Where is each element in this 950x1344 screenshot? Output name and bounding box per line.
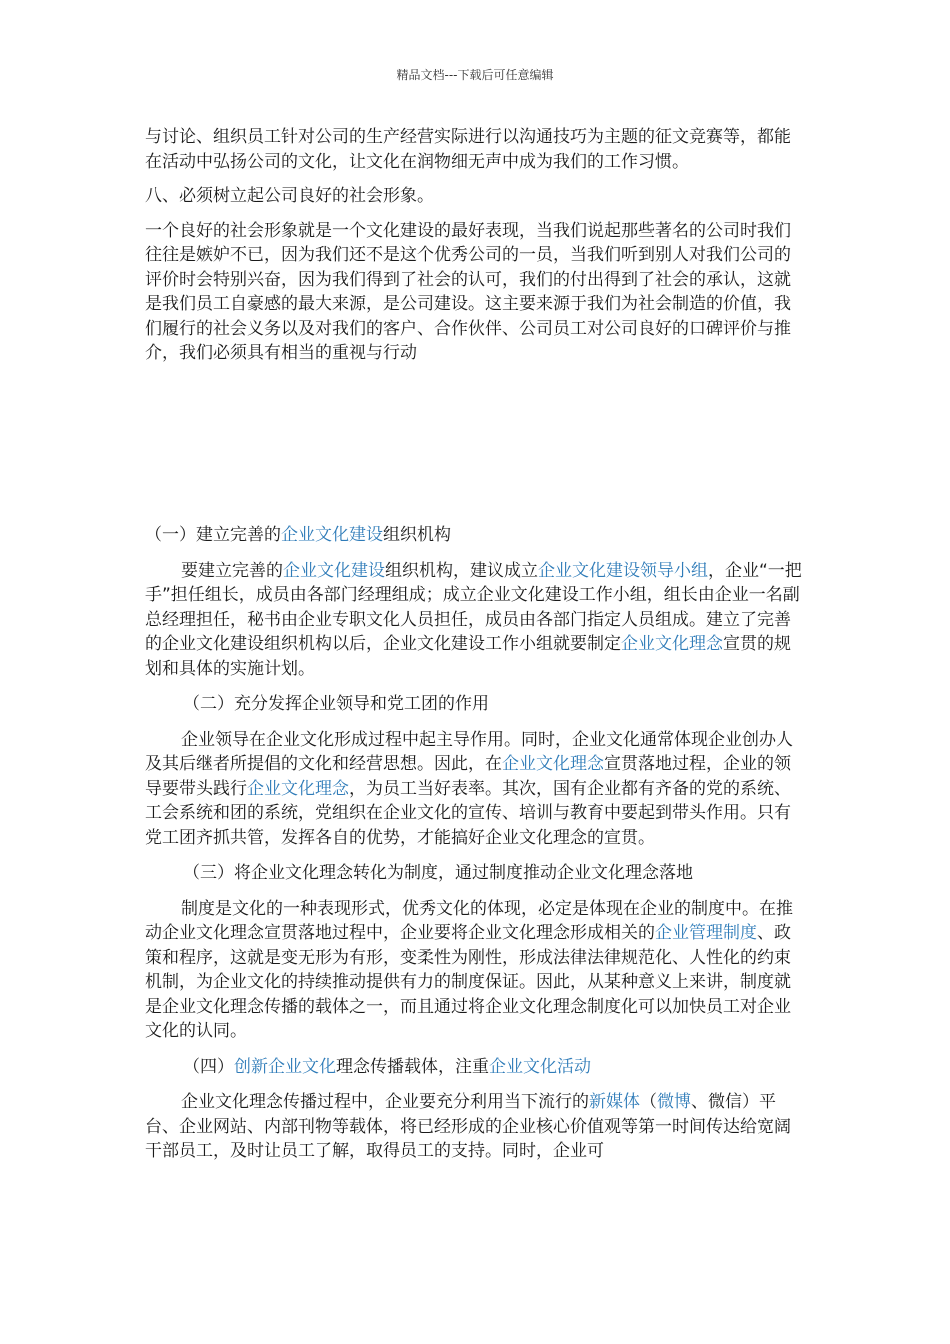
section-culture-implementation xyxy=(145,523,805,1164)
heading-four xyxy=(145,1055,805,1080)
heading-eight: 八、必须树立起公司良好的社会形象。 xyxy=(145,186,434,206)
heading-one-text: （一）建立完善的 xyxy=(145,525,281,545)
link-innovation[interactable]: 创新 xyxy=(234,1056,268,1077)
link-culture-construction[interactable]: 企业文化建设 xyxy=(281,525,383,545)
link-culture-leadership-group[interactable]: 企业文化建设领导小组 xyxy=(538,560,708,581)
text: 要建立完善的 xyxy=(181,560,283,581)
text: （四） xyxy=(183,1056,234,1077)
paragraph-three xyxy=(145,897,805,1044)
text: ，为员工当好表率。其次，国有企业都有齐备的党的系统、工会系统和团的系统，党组织在企业文化的宣传、培训与教育中要起到带头作用。只有党工团齐抓共管，发挥各自的优势，才能搞好企业文化理念的宣贯。 xyxy=(145,778,791,848)
paragraph-one xyxy=(145,559,805,682)
text: （ xyxy=(640,1092,657,1112)
section-social-image xyxy=(145,125,805,366)
text: ，企业“一把手”担任组长，成员由各部门经理组成；成立企业文化建设工作小组，组长由企业一名副总经理担任，秘书由企业专职文化人员担任，成员由各部门指定人员组成。建立了完善的企业文化建设组织机构以后，企业文化建设工作小组就要制定 xyxy=(145,560,802,654)
link-management-system[interactable]: 企业管理制度 xyxy=(655,923,757,943)
link-weibo[interactable]: 微博 xyxy=(657,1092,691,1112)
link-new-media[interactable]: 新媒体 xyxy=(589,1092,640,1112)
text: 企业领导在企业文化形成过程中起主导作用。同时，企业文化通常体现企业创办人及其后继者所提倡的文化和经营思想。因此，在 xyxy=(145,729,793,774)
paragraph-four xyxy=(145,1090,805,1164)
text: 企业文化理念传播过程中，企业要充分利用当下流行的 xyxy=(181,1092,589,1112)
link-culture-concept[interactable]: 企业文化理念 xyxy=(502,754,604,774)
heading-two: （二）充分发挥企业领导和党工团的作用 xyxy=(183,694,489,714)
text: 、政策和程序，这就是变无形为有形，变柔性为刚性，形成法律法律规范化、人性化的约束机制，为企业文化的持续推动提供有力的制度保证。因此，从某种意义上来讲，制度就是企业文化理念传播的载体之一，而且通过将企业文化理念制度化可以加快员工对企业文化的认同。 xyxy=(145,923,791,1041)
text: 、微信）平台、企业网站、内部刊物等载体，将已经形成的企业核心价值观等第一时间传达给宽阔干部员工，及时让员工了解，取得员工的支持。同时，企业可 xyxy=(145,1092,791,1161)
text: 组织机构，建议成立 xyxy=(385,560,538,581)
link-culture-activities[interactable]: 企业文化活动 xyxy=(489,1056,591,1077)
link-enterprise-culture[interactable]: 企业文化 xyxy=(268,1056,336,1077)
text: 理念传播载体，注重 xyxy=(336,1056,489,1077)
page-header: 精品文档---下载后可任意编辑 xyxy=(396,68,554,82)
text: 宣贯落地过程，企业的领导要带头践行 xyxy=(145,754,791,799)
paragraph-social-image: 一个良好的社会形象就是一个文化建设的最好表现，当我们说起那些著名的公司时我们往往是嫉妒不已，因为我们还不是这个优秀公司的一员，当我们听到别人对我们公司的评价时会特别兴奋，因为我们得到了社会的认可，我们的付出得到了社会的承认，这就是我们员工自豪感的最大来源，是公司建设。这主要来源于我们为社会制造的价值，我们履行的社会义务以及对我们的客户、合作伙伴、公司员工对公司良好的口碑评价与推介，我们必须具有相当的重视与行动 xyxy=(145,220,791,363)
link-culture-concept[interactable]: 企业文化理念 xyxy=(621,634,723,654)
text: 宣贯的规划和具体的实施计划。 xyxy=(145,634,791,679)
text: 制度是文化的一种表现形式，优秀文化的体现，必定是体现在企业的制度中。在推动企业文化理念宣贯落地过程中，企业要将企业文化理念形成相关的 xyxy=(145,898,793,943)
heading-three: （三）将企业文化理念转化为制度，通过制度推动企业文化理念落地 xyxy=(183,863,693,883)
heading-one xyxy=(145,523,805,548)
link-culture-construction[interactable]: 企业文化建设 xyxy=(283,560,385,581)
paragraph-two xyxy=(145,728,805,851)
paragraph-activities: 与讨论、组织员工针对公司的生产经营实际进行以沟通技巧为主题的征文竞赛等，都能在活动中弘扬公司的文化，让文化在润物细无声中成为我们的工作习惯。 xyxy=(145,127,791,172)
heading-one-text-end: 组织机构 xyxy=(383,525,451,545)
link-culture-concept[interactable]: 企业文化理念 xyxy=(247,778,349,799)
